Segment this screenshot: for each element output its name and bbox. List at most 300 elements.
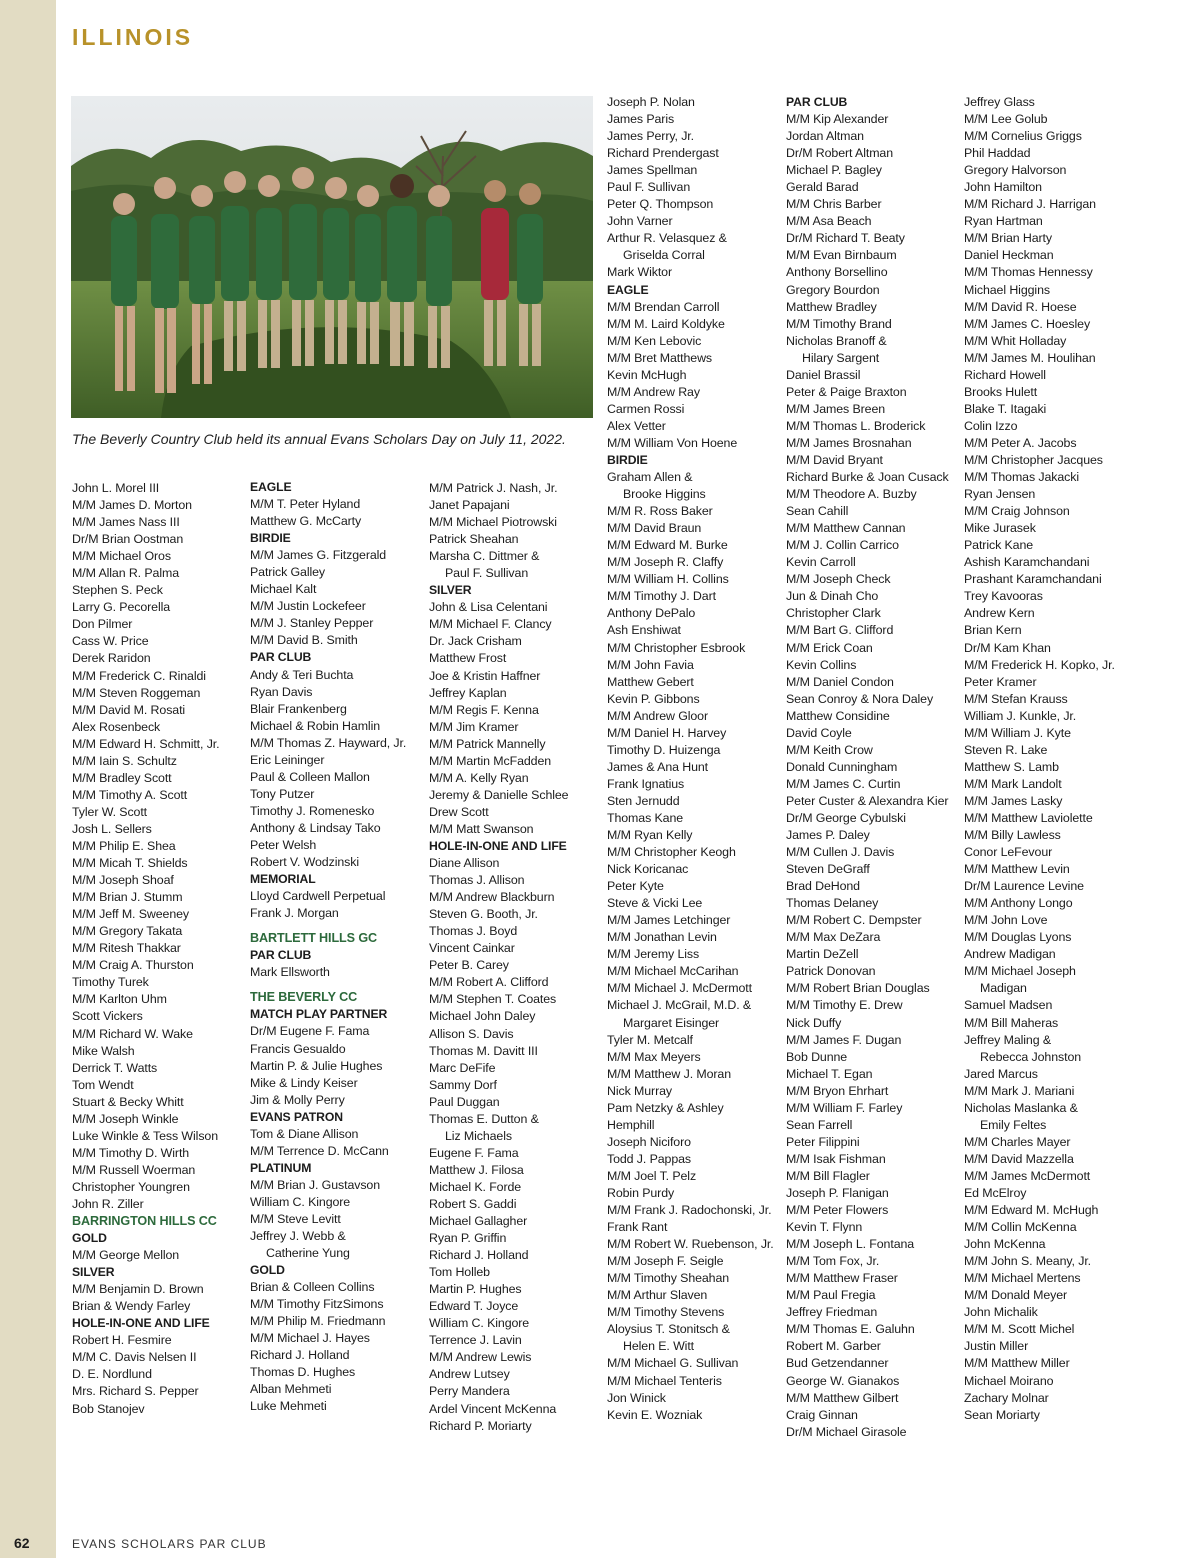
donor-name: M/M Isak Fishman [786,1151,886,1166]
donor-name: M/M Timothy Sheahan [607,1271,730,1286]
giving-level-heading: HOLE-IN-ONE AND LIFE [429,838,567,853]
donor-column-3 [429,480,568,1435]
donor-name: M/M Charles Mayer [964,1134,1071,1149]
donor-name: M/M Arthur Slaven [607,1288,708,1303]
donor-name: Robert M. Garber [786,1339,881,1354]
donor-name: M/M Craig A. Thurston [72,958,194,973]
donor-name: M/M Brian Harty [964,231,1052,246]
club-heading: BARRINGTON HILLS CC [72,1214,217,1229]
donor-name: Thomas Delaney [786,896,879,911]
donor-name: Andrew Madigan [964,947,1056,962]
donor-name: M/M Gregory Takata [72,924,183,939]
donor-name: Ryan P. Griffin [429,1231,507,1246]
donor-name: M/M Max Meyers [607,1049,701,1064]
donor-name: M/M Theodore A. Buzby [786,487,917,502]
donor-name: Josh L. Sellers [72,821,152,836]
donor-name: Dr/M Eugene F. Fama [250,1024,370,1039]
donor-name: Christopher Youngren [72,1179,190,1194]
donor-name: Michael P. Bagley [786,163,882,178]
donor-name: Robert H. Fesmire [72,1333,172,1348]
donor-name: M/M James F. Dugan [786,1032,902,1047]
donor-name: Jeffrey Friedman [786,1305,878,1320]
donor-name: M/M Daniel Condon [786,674,894,689]
donor-name: M/M Ritesh Thakkar [72,941,181,956]
donor-name-continued: Paul F. Sullivan [445,566,529,581]
donor-name: Dr. Jack Crisham [429,634,522,649]
donor-name: Brian & Wendy Farley [72,1299,191,1314]
donor-name: M/M Bill Maheras [964,1015,1059,1030]
donor-name: Marsha C. Dittmer & [429,549,540,564]
donor-name: Steve & Vicki Lee [607,896,703,911]
donor-name: M/M Joseph Shoaf [72,873,174,888]
donor-name: Thomas Kane [607,810,684,825]
donor-name: Frank Ignatius [607,776,685,791]
donor-name: Jeffrey Maling & [964,1032,1052,1047]
donor-name: William C. Kingore [250,1194,351,1209]
giving-level-heading: HOLE-IN-ONE AND LIFE [72,1316,210,1331]
donor-name: M/M Joseph Winkle [72,1111,179,1126]
donor-name: Matthew Bradley [786,299,877,314]
donor-name: M/M James Letchinger [607,913,731,928]
donor-name: M/M C. Davis Nelsen II [72,1350,197,1365]
donor-name: Mike & Lindy Keiser [250,1075,358,1090]
donor-name: M/M J. Stanley Pepper [250,616,374,631]
donor-name: Robert S. Gaddi [429,1196,517,1211]
donor-name: M/M Robert Brian Douglas [786,981,930,996]
donor-name: M/M Jeff M. Sweeney [72,907,189,922]
donor-name: D. E. Nordlund [72,1367,152,1382]
donor-name: Michael Higgins [964,282,1050,297]
donor-name: M/M Regis F. Kenna [429,702,539,717]
donor-name: M/M Richard W. Wake [72,1026,193,1041]
giving-level-heading: EVANS PATRON [250,1109,343,1124]
donor-name: M/M Micah T. Shields [72,856,188,871]
donor-name-continued: Liz Michaels [445,1128,512,1143]
donor-name: M/M Terrence D. McCann [250,1143,389,1158]
donor-name: Paul & Colleen Mallon [250,769,370,784]
donor-name: Brian Kern [964,623,1022,638]
donor-name: M/M Patrick Mannelly [429,736,546,751]
donor-name: M/M Cornelius Griggs [964,129,1082,144]
donor-name: Andrew Lutsey [429,1367,510,1382]
donor-name: Martin DeZell [786,947,859,962]
donor-name: M/M James Brosnahan [786,435,912,450]
donor-name: M/M Justin Lockefeer [250,599,366,614]
donor-name: Steven R. Lake [964,742,1048,757]
donor-name: M/M A. Kelly Ryan [429,770,529,785]
donor-name: Michael Kalt [250,582,317,597]
donor-name-continued: Madigan [980,981,1027,996]
donor-name: Drew Scott [429,804,489,819]
donor-name: Perry Mandera [429,1384,510,1399]
donor-name-continued: Helen E. Witt [623,1339,694,1354]
donor-name: Peter B. Carey [429,958,509,973]
donor-name: M/M Thomas E. Galuhn [786,1322,915,1337]
donor-name: Dr/M Robert Altman [786,146,893,161]
donor-name: M/M James Lasky [964,793,1063,808]
donor-name: M/M Philip M. Friedmann [250,1314,386,1329]
donor-name: M/M Ken Lebovic [607,333,702,348]
donor-name: Ash Enshiwat [607,623,681,638]
donor-name: Peter & Paige Braxton [786,384,907,399]
donor-name: M/M Michael Tenteris [607,1373,722,1388]
donor-name: Marc DeFife [429,1060,496,1075]
donor-name: George W. Gianakos [786,1373,900,1388]
donor-name: Jeffrey J. Webb & [250,1229,346,1244]
donor-name: Aloysius T. Stonitsch & [607,1322,730,1337]
donor-name: Thomas M. Davitt III [429,1043,538,1058]
donor-name: M/M William J. Kyte [964,725,1071,740]
donor-name: M/M Timothy Stevens [607,1305,725,1320]
donor-name: M/M Brian J. Stumm [72,890,183,905]
donor-name: Robert V. Wodzinski [250,855,359,870]
donor-name: Ashish Karamchandani [964,555,1090,570]
donor-name: Thomas D. Hughes [250,1365,356,1380]
donor-name: M/M Joseph L. Fontana [786,1237,915,1252]
giving-level-heading: PAR CLUB [786,95,848,109]
donor-name: Jun & Dinah Cho [786,589,879,604]
donor-name: Alex Vetter [607,418,666,433]
donor-name: M/M Whit Holladay [964,333,1067,348]
donor-name: M/M Donald Meyer [964,1288,1068,1303]
donor-name: Mike Walsh [72,1043,135,1058]
donor-name: Michael K. Forde [429,1179,522,1194]
donor-name: Andy & Teri Buchta [250,667,354,682]
page-sidebar-band [0,0,56,1558]
donor-name: M/M Christopher Jacques [964,452,1103,467]
donor-name: M/M Kip Alexander [786,112,889,127]
donor-column-5 [786,94,949,1441]
donor-name: Michael John Daley [429,1009,536,1024]
page-number: 62 [14,1535,30,1551]
giving-level-heading: PAR CLUB [250,650,312,665]
donor-name: M/M David M. Rosati [72,702,186,717]
donor-name: M/M Asa Beach [786,214,872,229]
donor-name: Cass W. Price [72,634,149,649]
donor-name: Nicholas Maslanka & [964,1100,1078,1115]
donor-name: M/M Jeremy Liss [607,947,700,962]
donor-column-1 [72,480,220,1418]
donor-name: Graham Allen & [607,470,693,485]
donor-name: Diane Allison [429,856,500,871]
donor-name: M/M James M. Houlihan [964,350,1096,365]
donor-name: M/M Andrew Lewis [429,1350,532,1365]
giving-level-heading: GOLD [250,1263,285,1278]
donor-name: Joseph Niciforo [607,1134,691,1149]
donor-name: Richard Prendergast [607,146,719,161]
donor-name: Tom Holleb [429,1265,490,1280]
donor-name: M/M David Mazzella [964,1151,1074,1166]
donor-name: M/M Mark J. Mariani [964,1083,1075,1098]
donor-name: M/M Richard J. Harrigan [964,197,1096,212]
donor-name: M/M Matthew Laviolette [964,810,1093,825]
donor-name: Joseph P. Flanigan [786,1186,889,1200]
donor-name: Nick Murray [607,1083,672,1098]
donor-name: Luke Winkle & Tess Wilson [72,1128,219,1143]
donor-name: Martin P. & Julie Hughes [250,1058,383,1073]
donor-name: Arthur R. Velasquez & [607,231,727,246]
donor-name: M/M Erick Coan [786,640,873,655]
donor-name: M/M Karlton Uhm [72,992,167,1007]
donor-name: Gregory Halvorson [964,163,1067,178]
donor-name: Martin P. Hughes [429,1282,522,1297]
donor-name: Alban Mehmeti [250,1382,332,1397]
donor-name: M/M Michael Oros [72,549,171,564]
donor-name: Kevin Collins [786,657,857,672]
donor-name: M/M Peter A. Jacobs [964,435,1077,450]
donor-name: M/M Mark Landolt [964,776,1062,791]
giving-level-heading: PLATINUM [250,1160,312,1175]
donor-name: Jon Winick [607,1390,666,1405]
donor-name: Ryan Jensen [964,487,1036,502]
donor-name: James P. Daley [786,828,870,843]
donor-name: Bud Getzendanner [786,1356,889,1371]
donor-name: Conor LeFevour [964,845,1053,860]
donor-name: M/M Bret Matthews [607,350,713,365]
donor-name: Dr/M Michael Girasole [786,1424,907,1439]
donor-name: Sean Moriarty [964,1407,1040,1422]
donor-name: Gregory Bourdon [786,282,880,297]
donor-name: Mark Ellsworth [250,965,330,980]
donor-name: Richard Burke & Joan Cusack [786,470,949,485]
donor-name: Matthew J. Filosa [429,1162,524,1177]
donor-name: Sten Jernudd [607,793,680,808]
donor-name: M/M Tom Fox, Jr. [786,1254,880,1269]
donor-name: Richard J. Holland [250,1348,350,1363]
donor-name: Peter Kyte [607,879,664,894]
giving-level-heading: GOLD [72,1231,107,1246]
donor-name: Richard P. Moriarty [429,1418,532,1433]
donor-name: Mike Jurasek [964,521,1036,536]
donor-name: M/M James Breen [786,401,886,416]
donor-name: M/M Michael Joseph [964,964,1076,979]
donor-name: Alex Rosenbeck [72,719,161,734]
donor-name: Bob Dunne [786,1049,848,1064]
donor-name: Kevin P. Gibbons [607,691,700,706]
donor-name: M/M Timothy FitzSimons [250,1297,384,1312]
donor-name-continued: Margaret Eisinger [623,1015,720,1030]
donor-name: Janet Papajani [429,498,510,513]
donor-name: Christopher Clark [786,606,881,621]
section-title: ILLINOIS [72,24,194,50]
donor-name: M/M Christopher Keogh [607,845,736,860]
donor-name: M/M M. Scott Michel [964,1322,1075,1337]
donor-name: William C. Kingore [429,1316,530,1331]
donor-name: Paul Duggan [429,1094,500,1109]
donor-name: Matthew Frost [429,651,507,666]
donor-name: John L. Morel III [72,481,160,495]
donor-name: Zachary Molnar [964,1390,1049,1405]
donor-name: M/M Paul Fregia [786,1288,876,1303]
donor-name: Dr/M Kam Khan [964,640,1051,655]
club-heading: BARTLETT HILLS GC [250,931,378,946]
donor-name: M/M Matthew Levin [964,862,1070,877]
donor-name: Ardel Vincent McKenna [429,1401,557,1416]
donor-name: Michael J. McGrail, M.D. & [607,998,752,1013]
donor-name: Tom & Diane Allison [250,1126,359,1141]
donor-name: Thomas E. Dutton & [429,1111,539,1126]
giving-level-heading: SILVER [429,583,472,598]
donor-name: M/M Joel T. Pelz [607,1168,697,1183]
donor-name: Thomas J. Allison [429,873,525,888]
donor-name: M/M Frederick H. Kopko, Jr. [964,657,1115,672]
donor-name: Tony Putzer [250,786,315,801]
donor-name: M/M Billy Lawless [964,828,1061,843]
donor-name: Jeremy & Danielle Schlee [429,787,569,802]
donor-name: Sammy Dorf [429,1077,497,1092]
donor-column-4 [607,94,774,1424]
donor-name: Stuart & Becky Whitt [72,1094,184,1109]
donor-name: Michael T. Egan [786,1066,873,1081]
donor-name: Tyler W. Scott [72,804,148,819]
donor-name: M/M Andrew Blackburn [429,890,555,905]
donor-name: M/M Michael J. Hayes [250,1331,370,1346]
donor-name: Anthony & Lindsay Tako [250,820,381,835]
donor-name: Daniel Brassil [786,367,861,382]
donor-name: Jared Marcus [964,1066,1038,1081]
donor-name: Don Pilmer [72,617,133,632]
donor-name: M/M Russell Woerman [72,1162,196,1177]
donor-name: Frank J. Morgan [250,906,339,921]
donor-name: M/M James G. Fitzgerald [250,548,387,563]
donor-name: M/M Robert C. Dempster [786,913,922,928]
donor-name: Samuel Madsen [964,998,1053,1013]
donor-name: M/M Frank J. Radochonski, Jr. [607,1203,772,1218]
donor-name: Colin Izzo [964,418,1018,433]
donor-name: Jim & Molly Perry [250,1092,345,1107]
donor-name: Hemphill [607,1117,655,1132]
donor-name: M/M Bryon Ehrhart [786,1083,889,1098]
donor-name: Peter Filippini [786,1134,860,1149]
donor-name: Frank Rant [607,1220,668,1235]
donor-name: Anthony DePalo [607,606,696,621]
donor-name: William J. Kunkle, Jr. [964,708,1077,723]
donor-name: M/M Brendan Carroll [607,299,720,314]
donor-name: M/M Timothy D. Wirth [72,1145,190,1160]
donor-name: Michael Moirano [964,1373,1054,1388]
giving-level-heading: MEMORIAL [250,872,316,887]
donor-name: M/M Benjamin D. Brown [72,1282,204,1297]
donor-name: M/M Max DeZara [786,930,881,945]
donor-name: M/M Bart G. Clifford [786,623,894,638]
donor-name: Mark Wiktor [607,265,672,280]
donor-name: M/M Michael McCarihan [607,964,739,979]
donor-name-continued: Rebecca Johnston [980,1049,1082,1064]
donor-name: Joe & Kristin Haffner [429,668,541,683]
donor-name: John Hamilton [964,180,1042,195]
donor-name: Matthew G. McCarty [250,514,362,529]
donor-name: M/M John Favia [607,657,694,672]
donor-name: M/M Timothy A. Scott [72,787,188,802]
donor-name: Richard J. Holland [429,1248,529,1263]
donor-name: M/M William F. Farley [786,1100,903,1115]
donor-name: M/M Joseph Check [786,572,891,587]
donor-name: Patrick Galley [250,565,326,580]
donor-name: James Perry, Jr. [607,129,694,144]
donor-name: Patrick Kane [964,538,1034,553]
donor-name: M/M David Braun [607,521,702,536]
donor-name: M/M James D. Morton [72,498,192,513]
donor-name: M/M William Von Hoene [607,435,738,450]
donor-name: Timothy J. Romenesko [250,803,375,818]
donor-name: Steven DeGraff [786,862,870,877]
donor-name: Dr/M Laurence Levine [964,879,1084,894]
donor-name: M/M Lee Golub [964,112,1048,127]
donor-name: Gerald Barad [786,180,859,195]
donor-name: Matthew Gebert [607,674,694,689]
donor-name-continued: Hilary Sargent [802,350,880,365]
donor-name: Jeffrey Glass [964,95,1035,109]
donor-name: Bob Stanojev [72,1401,145,1416]
donor-name: Kevin T. Flynn [786,1220,863,1235]
giving-level-heading: BIRDIE [607,452,648,467]
donor-name: Luke Mehmeti [250,1399,327,1414]
donor-name: Andrew Kern [964,606,1035,621]
donor-name: M/M Michael Mertens [964,1271,1081,1286]
donor-column-6 [964,94,1115,1424]
donor-name: James Paris [607,112,675,127]
donor-name: M/M Matthew Cannan [786,521,906,536]
donor-name: Brian & Colleen Collins [250,1280,375,1295]
donor-name: Kevin McHugh [607,367,687,382]
donor-name: M/M Chris Barber [786,197,882,212]
donor-name: M/M Martin McFadden [429,753,552,768]
donor-name: M/M Jim Kramer [429,719,519,734]
donor-name: Edward T. Joyce [429,1299,519,1314]
group-photo [71,96,593,418]
footer-title: EVANS SCHOLARS PAR CLUB [72,1537,267,1551]
donor-name: Michael & Robin Hamlin [250,718,381,733]
donor-name: M/M M. Laird Koldyke [607,316,725,331]
donor-name: M/M Matthew Fraser [786,1271,898,1286]
donor-name: M/M Steve Levitt [250,1211,341,1226]
donor-name: Carmen Rossi [607,401,685,416]
giving-level-heading: EAGLE [250,480,292,494]
donor-name: M/M Edward H. Schmitt, Jr. [72,736,220,751]
donor-name: M/M Joseph R. Claffy [607,555,724,570]
donor-name: Stephen S. Peck [72,583,163,598]
donor-name: M/M J. Collin Carrico [786,538,899,553]
donor-name: M/M Edward M. Burke [607,538,728,553]
donor-name: Brad DeHond [786,879,860,894]
donor-name: M/M Michael F. Clancy [429,617,552,632]
photo-caption: The Beverly Country Club held its annual Evans Scholars Day on July 11, 2022. [72,431,566,447]
donor-name: M/M Peter Flowers [786,1203,889,1218]
donor-name: Lloyd Cardwell Perpetual [250,889,386,904]
donor-name: Timothy Turek [72,975,149,990]
donor-name: Brooks Hulett [964,384,1038,399]
donor-name: Kevin E. Wozniak [607,1407,703,1422]
donor-name: M/M Andrew Ray [607,384,700,399]
donor-name: M/M Timothy J. Dart [607,589,716,604]
spacer [250,922,406,930]
donor-name: M/M David B. Smith [250,633,358,648]
club-heading: THE BEVERLY CC [250,990,358,1005]
donor-name: John R. Ziller [72,1196,144,1211]
donor-name: Craig Ginnan [786,1407,858,1422]
giving-level-heading: MATCH PLAY PARTNER [250,1007,388,1022]
donor-name: M/M Edward M. McHugh [964,1203,1099,1218]
donor-name: Timothy D. Huizenga [607,742,721,757]
giving-level-heading: SILVER [72,1265,115,1280]
donor-name: M/M Brian J. Gustavson [250,1177,381,1192]
donor-name: M/M John S. Meany, Jr. [964,1254,1092,1269]
donor-name: Nicholas Branoff & [786,333,887,348]
donor-name: M/M Robert A. Clifford [429,975,549,990]
donor-name: Scott Vickers [72,1009,143,1024]
donor-name: M/M Christopher Esbrook [607,640,746,655]
donor-name-continued: Catherine Yung [266,1246,350,1261]
